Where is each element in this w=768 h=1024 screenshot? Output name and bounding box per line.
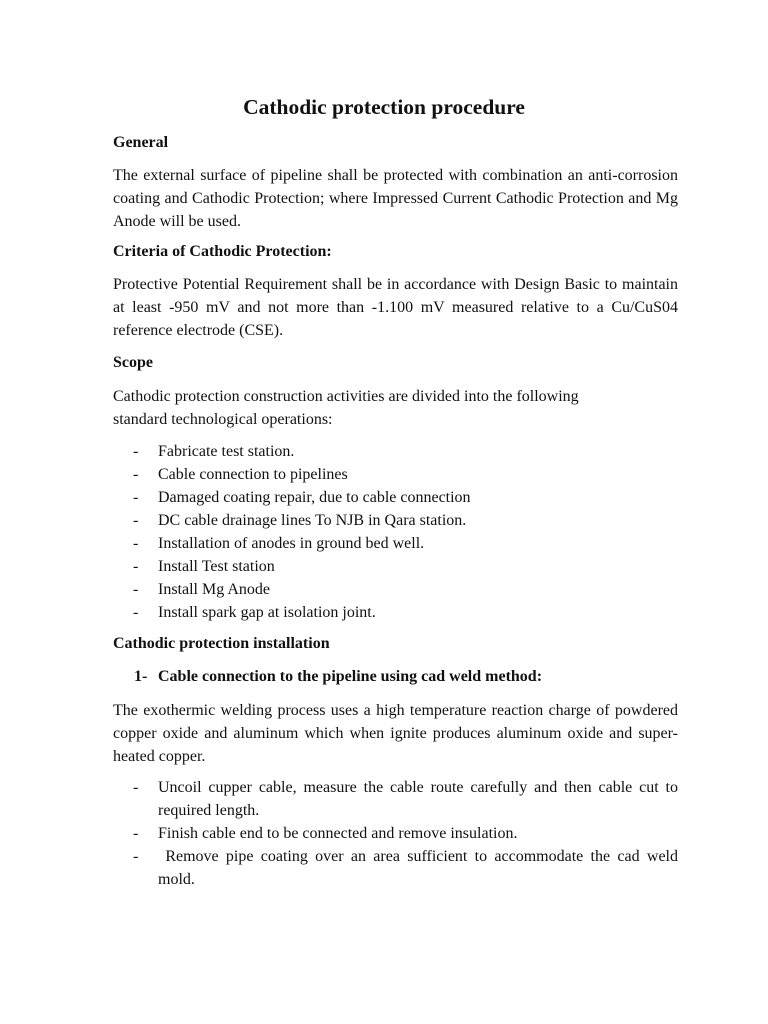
list-item xyxy=(113,555,678,578)
bullet-dash: - xyxy=(133,535,139,552)
list-item xyxy=(113,578,678,601)
bullet-dash: - xyxy=(133,443,139,460)
list-item-text: Uncoil cupper cable, measure the cable route carefully and then cable cut to required length. xyxy=(158,779,678,819)
bullet-dash: - xyxy=(133,848,139,865)
list-item xyxy=(113,486,678,509)
general-paragraph: The external surface of pipeline shall be protected with combination an anti-corrosion coating and Cathodic Protection; where Impressed Current Cathodic Protection and Mg Anode will be used. xyxy=(113,167,678,230)
step-1-number: 1- xyxy=(134,668,148,685)
list-item-text: Install Mg Anode xyxy=(158,581,270,598)
list-item-text: DC cable drainage lines To NJB in Qara station. xyxy=(158,512,467,529)
bullet-dash: - xyxy=(133,512,139,529)
list-item xyxy=(113,845,683,891)
cad-weld-steps-list xyxy=(113,776,683,891)
heading-scope: Scope xyxy=(113,354,153,371)
heading-criteria: Criteria of Cathodic Protection: xyxy=(113,243,332,260)
bullet-dash: - xyxy=(133,604,139,621)
list-item-text: Installation of anodes in ground bed well. xyxy=(158,535,425,552)
list-item xyxy=(113,440,678,463)
heading-installation: Cathodic protection installation xyxy=(113,635,330,652)
list-item-text: Install Test station xyxy=(158,558,275,575)
list-item-text: Install spark gap at isolation joint. xyxy=(158,604,376,621)
bullet-dash: - xyxy=(133,581,139,598)
bullet-dash: - xyxy=(133,558,139,575)
bullet-dash: - xyxy=(133,489,139,506)
criteria-paragraph: Protective Potential Requirement shall be in accordance with Design Basic to maintain at least -950 mV and not more than -1.100 mV measured relative to a Cu/CuS04 reference electrode (CSE). xyxy=(113,276,678,339)
list-item-text: Remove pipe coating over an area sufficient to accommodate the cad weld mold. xyxy=(158,848,683,888)
list-item xyxy=(113,532,678,555)
list-item xyxy=(113,822,678,845)
scope-operations-list xyxy=(113,440,678,624)
step-1-heading xyxy=(134,666,542,688)
list-item xyxy=(113,509,678,532)
list-item-text: Fabricate test station. xyxy=(158,443,295,460)
list-item-text: Cable connection to pipelines xyxy=(158,466,348,483)
list-item xyxy=(113,776,678,822)
bullet-dash: - xyxy=(133,825,139,842)
list-item xyxy=(113,463,678,486)
scope-paragraph: Cathodic protection construction activities are divided into the following standard technological operations: xyxy=(113,388,579,428)
bullet-dash: - xyxy=(133,779,139,796)
list-item-text: Finish cable end to be connected and remove insulation. xyxy=(158,825,518,842)
installation-paragraph: The exothermic welding process uses a high temperature reaction charge of powdered copper oxide and aluminum which when ignite produces aluminum oxide and super-heated copper. xyxy=(113,702,678,765)
heading-general: General xyxy=(113,134,169,151)
step-1-title: Cable connection to the pipeline using cad weld method: xyxy=(158,668,543,685)
list-item xyxy=(113,601,678,624)
list-item-text: Damaged coating repair, due to cable connection xyxy=(158,489,471,506)
page-title: Cathodic protection procedure xyxy=(243,95,525,119)
bullet-dash: - xyxy=(133,466,139,483)
